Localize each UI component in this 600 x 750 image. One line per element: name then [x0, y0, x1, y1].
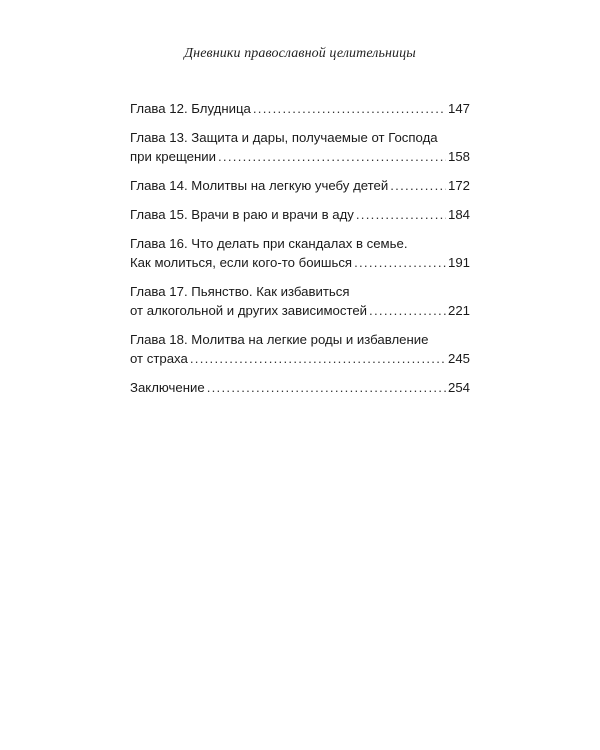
toc-entry-title: Глава 13. Защита и дары, получаемые от Господа — [130, 130, 438, 145]
toc-page-number: 221 — [447, 303, 470, 318]
toc-entry-chapter-18 — [130, 330, 470, 368]
toc-line — [130, 349, 470, 368]
dot-leader — [218, 147, 446, 166]
toc-entry-title: Глава 12. Блудница — [130, 101, 251, 116]
toc-entry-chapter-13 — [130, 128, 470, 166]
toc-entry-chapter-15 — [130, 205, 470, 224]
toc-page-number: 147 — [447, 101, 470, 116]
toc-entry-title: Глава 15. Врачи в раю и врачи в аду — [130, 207, 354, 222]
toc-entry-chapter-14 — [130, 176, 470, 195]
toc-entry-chapter-16 — [130, 234, 470, 272]
toc-page-number: 245 — [447, 351, 470, 366]
toc-page-number: 254 — [447, 380, 470, 395]
toc-entry-title: Глава 16. Что делать при скандалах в семье. — [130, 236, 408, 251]
toc-line — [130, 234, 470, 253]
toc-entry-title-continued: от страха — [130, 351, 188, 366]
toc-page-number: 191 — [447, 255, 470, 270]
toc-entry-chapter-17 — [130, 282, 470, 320]
toc-entry-conclusion — [130, 378, 470, 397]
toc-entry-chapter-12 — [130, 99, 470, 118]
dot-leader — [356, 205, 446, 224]
toc-entry-title: Глава 17. Пьянство. Как избавиться — [130, 284, 350, 299]
toc-line — [130, 330, 470, 349]
dot-leader — [207, 378, 446, 397]
dot-leader — [190, 349, 446, 368]
toc-entry-title-continued: при крещении — [130, 149, 216, 164]
toc-line — [130, 301, 470, 320]
toc-line — [130, 176, 470, 195]
toc-entry-title-continued: Как молиться, если кого-то боишься — [130, 255, 353, 270]
toc-line — [130, 99, 470, 118]
toc-page-number: 184 — [447, 207, 470, 222]
toc-entry-title-continued: от алкогольной и других зависимостей — [130, 303, 368, 318]
dot-leader — [390, 176, 446, 195]
toc-line — [130, 253, 470, 272]
table-of-contents — [130, 99, 470, 407]
toc-entry-title: Заключение — [130, 380, 205, 395]
dot-leader — [369, 301, 446, 320]
toc-entry-title: Глава 18. Молитва на легкие роды и избавление — [130, 332, 429, 347]
toc-line — [130, 147, 470, 166]
toc-line — [130, 378, 470, 397]
toc-entry-title: Глава 14. Молитвы на легкую учебу детей — [130, 178, 389, 193]
running-header: Дневники православной целительницы — [184, 46, 416, 61]
toc-page-number: 158 — [447, 149, 470, 164]
dot-leader — [253, 99, 446, 118]
toc-line — [130, 205, 470, 224]
toc-line — [130, 282, 470, 301]
toc-page-number: 172 — [447, 178, 470, 193]
dot-leader — [354, 253, 446, 272]
toc-line — [130, 128, 470, 147]
